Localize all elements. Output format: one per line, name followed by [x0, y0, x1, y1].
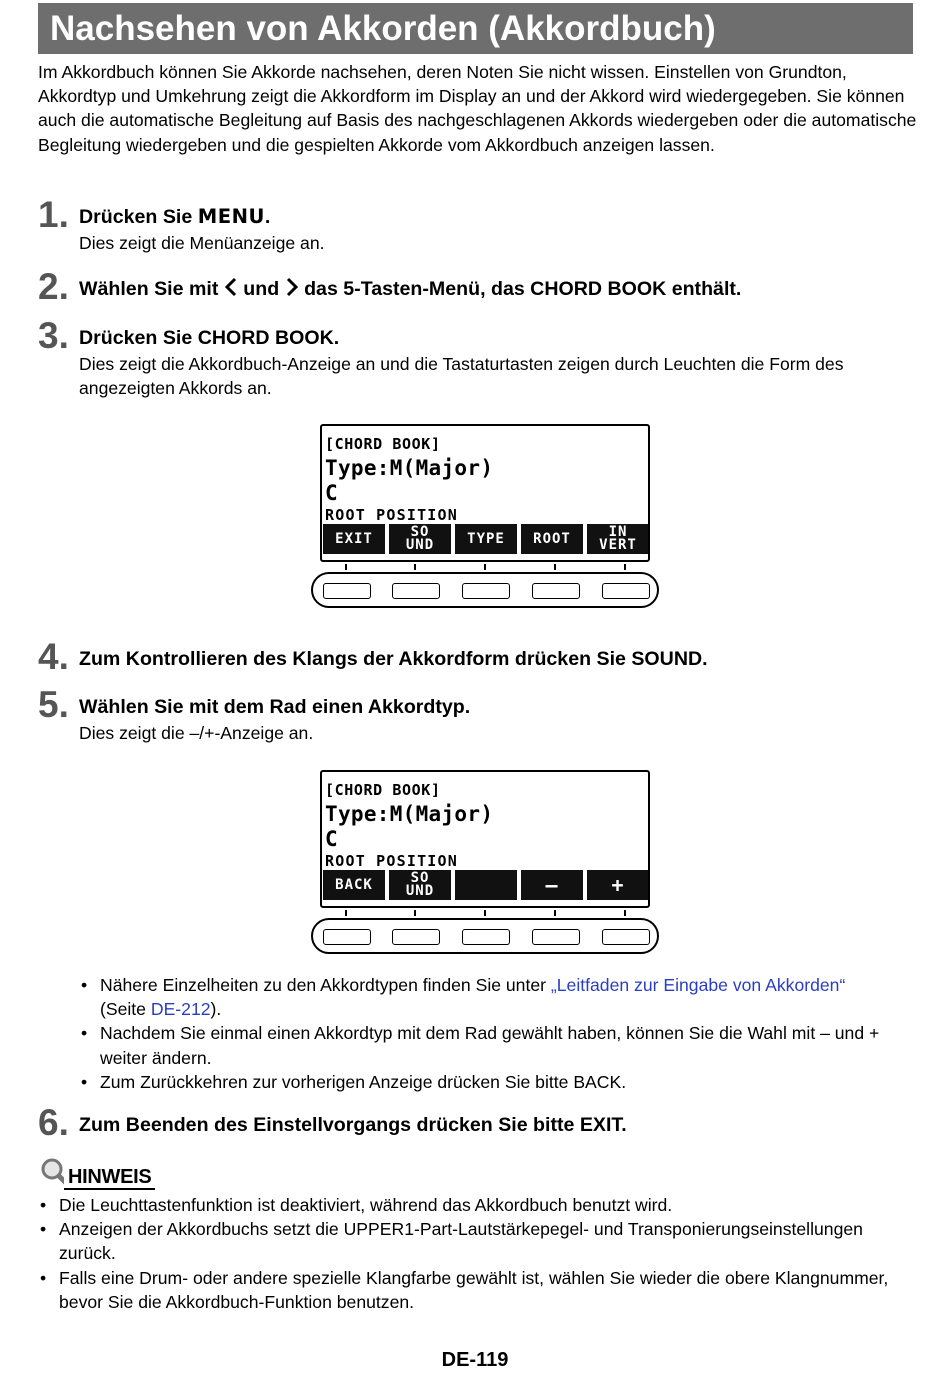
- bullet-symbol: •: [81, 975, 88, 995]
- step-title: [79, 204, 270, 230]
- note-text: Anzeigen der Akkordbuchs setzt die UPPER1-Part-Lautstärkepegel- und Transponierungseinstellungen zurück.: [59, 1219, 863, 1264]
- chevron-right-icon: [285, 277, 299, 304]
- lcd-header: [CHORD BOOK]: [325, 781, 441, 799]
- lcd-root-note: C: [325, 481, 338, 505]
- tick-mark: [345, 564, 347, 570]
- bullet-symbol: •: [40, 1219, 47, 1240]
- list-item: [38, 1193, 918, 1217]
- lcd-chord-type: Type:M(Major): [325, 456, 494, 480]
- note-label: HINWEIS: [64, 1166, 155, 1190]
- page-number: DE-119: [441, 1349, 509, 1371]
- step-title-part-c: das 5-Tasten-Menü, das CHORD BOOK enthält.: [304, 278, 742, 300]
- softkey-invert: IN VERT: [587, 524, 649, 554]
- hardware-button-bar: [311, 572, 659, 608]
- page-title: Nachsehen von Akkorden (Akkordbuch): [38, 3, 913, 54]
- tick-mark: [414, 564, 416, 570]
- softkey-minus: –: [521, 870, 583, 900]
- chord-book-display-2: [311, 770, 661, 956]
- step-title-suffix: .: [264, 206, 271, 228]
- bullet-symbol: •: [81, 1071, 88, 1092]
- tick-mark: [624, 564, 626, 570]
- tick-mark: [624, 910, 626, 916]
- tick-mark: [484, 910, 486, 916]
- tick-mark: [345, 910, 347, 916]
- list-item: [38, 1266, 918, 1314]
- step-number: 5.: [38, 684, 69, 725]
- step-description: Dies zeigt die Menüanzeige an.: [79, 233, 325, 253]
- lcd-inversion: ROOT POSITION: [325, 506, 458, 524]
- bullet-text: Nachdem Sie einmal einen Akkordtyp mit dem Rad gewählt haben, können Sie die Wahl mit – und + weiter ändern.: [100, 1023, 880, 1068]
- note-header: [38, 1157, 178, 1193]
- bullet-text: Zum Zurückkehren zur vorherigen Anzeige drücken Sie bitte BACK.: [100, 1071, 627, 1092]
- list-item: [78, 1021, 918, 1069]
- lcd-inversion: ROOT POSITION: [325, 852, 458, 870]
- chevron-left-icon: [224, 277, 238, 304]
- lcd-root-note: C: [325, 827, 338, 851]
- softkey-sound: SO UND: [389, 870, 451, 900]
- note-text: Falls eine Drum- oder andere spezielle Klangfarbe gewählt ist, wählen Sie wieder die obere Klangnummer, bevor Sie die Akkordbuch-Funktion benutzen.: [59, 1267, 889, 1312]
- hardware-button-5[interactable]: [602, 929, 650, 945]
- softkey-back: BACK: [323, 870, 385, 900]
- softkey-row: [323, 524, 649, 554]
- chord-book-display-1: [311, 424, 661, 610]
- softkey-sound: SO UND: [389, 524, 451, 554]
- step-number: 4.: [38, 636, 69, 677]
- page-reference-link[interactable]: DE-212: [150, 999, 211, 1020]
- softkey-blank: [455, 870, 517, 900]
- bullet-text: Nähere Einzelheiten zu den Akkordtypen finden Sie unter: [100, 975, 551, 995]
- hardware-button-5[interactable]: [602, 583, 650, 599]
- bullet-list: [78, 973, 918, 1094]
- lcd-header: [CHORD BOOK]: [325, 435, 441, 453]
- step-title: Wählen Sie mit dem Rad einen Akkordtyp.: [79, 696, 471, 718]
- hardware-button-1[interactable]: [323, 929, 371, 945]
- softkey-root: ROOT: [521, 524, 583, 554]
- note-text: Die Leuchttastenfunktion ist deaktiviert, während das Akkordbuch benutzt wird.: [59, 1195, 673, 1215]
- list-item: [38, 1217, 918, 1265]
- list-item: [78, 1070, 918, 1094]
- step-title-prefix: Drücken Sie: [79, 206, 198, 228]
- step-title-part-a: Wählen Sie mit: [79, 278, 219, 300]
- softkey-plus: +: [587, 870, 649, 900]
- step-description: Dies zeigt die –/+-Anzeige an.: [79, 723, 314, 743]
- step-number: 1.: [38, 194, 69, 235]
- hardware-button-1[interactable]: [323, 583, 371, 599]
- tick-mark: [554, 910, 556, 916]
- lcd-screen: [320, 424, 650, 562]
- hardware-button-4[interactable]: [532, 583, 580, 599]
- tick-mark: [414, 910, 416, 916]
- step-title-part-b: und: [243, 278, 280, 300]
- bullet-text: (Seite: [100, 999, 151, 1020]
- hardware-button-2[interactable]: [392, 929, 440, 945]
- hardware-button-3[interactable]: [462, 929, 510, 945]
- note-list: [38, 1193, 918, 1314]
- softkey-exit: EXIT: [323, 524, 385, 554]
- hardware-button-4[interactable]: [532, 929, 580, 945]
- step-title: Drücken Sie CHORD BOOK.: [79, 327, 340, 349]
- bullet-symbol: •: [40, 1267, 47, 1288]
- step-description: Dies zeigt die Akkordbuch-Anzeige an und die Tastaturtasten zeigen durch Leuchten die Form des angezeigten Akkords an.: [79, 354, 844, 399]
- step-title: Zum Kontrollieren des Klangs der Akkordform drücken Sie SOUND.: [79, 648, 708, 670]
- bullet-text: ).: [210, 999, 222, 1020]
- step-title: Zum Beenden des Einstellvorgangs drücken Sie bitte EXIT.: [79, 1114, 627, 1136]
- hardware-button-bar: [311, 918, 659, 954]
- tick-mark: [554, 564, 556, 570]
- bullet-symbol: •: [81, 1023, 88, 1044]
- menu-key-label: MENU: [197, 205, 265, 228]
- step-number: 6.: [38, 1102, 69, 1143]
- bullet-symbol: •: [40, 1195, 47, 1215]
- step-number: 2.: [38, 266, 69, 307]
- softkey-type: TYPE: [455, 524, 517, 554]
- lcd-screen: [320, 770, 650, 908]
- intro-paragraph: Im Akkordbuch können Sie Akkorde nachsehen, deren Noten Sie nicht wissen. Einstellen von Grundton, Akkordtyp und Umkehrung zeigt die Akkordform im Display an und der Akkord wird wiedergegeben. Sie können auch die automatische Begleitung auf Basis des nachgeschlagenen Akkords wiedergeben oder die automatische Begleitung wiedergeben und die gespielten Akkorde vom Akkordbuch anzeigen lassen.: [38, 62, 917, 155]
- step-number: 3.: [38, 315, 69, 356]
- step-title: [79, 276, 741, 304]
- hardware-button-3[interactable]: [462, 583, 510, 599]
- softkey-row: [323, 870, 649, 900]
- tick-mark: [484, 564, 486, 570]
- list-item: [78, 973, 918, 1021]
- lcd-chord-type: Type:M(Major): [325, 802, 494, 826]
- chord-guide-link[interactable]: „Leitfaden zur Eingabe von Akkorden“: [550, 975, 846, 995]
- hardware-button-2[interactable]: [392, 583, 440, 599]
